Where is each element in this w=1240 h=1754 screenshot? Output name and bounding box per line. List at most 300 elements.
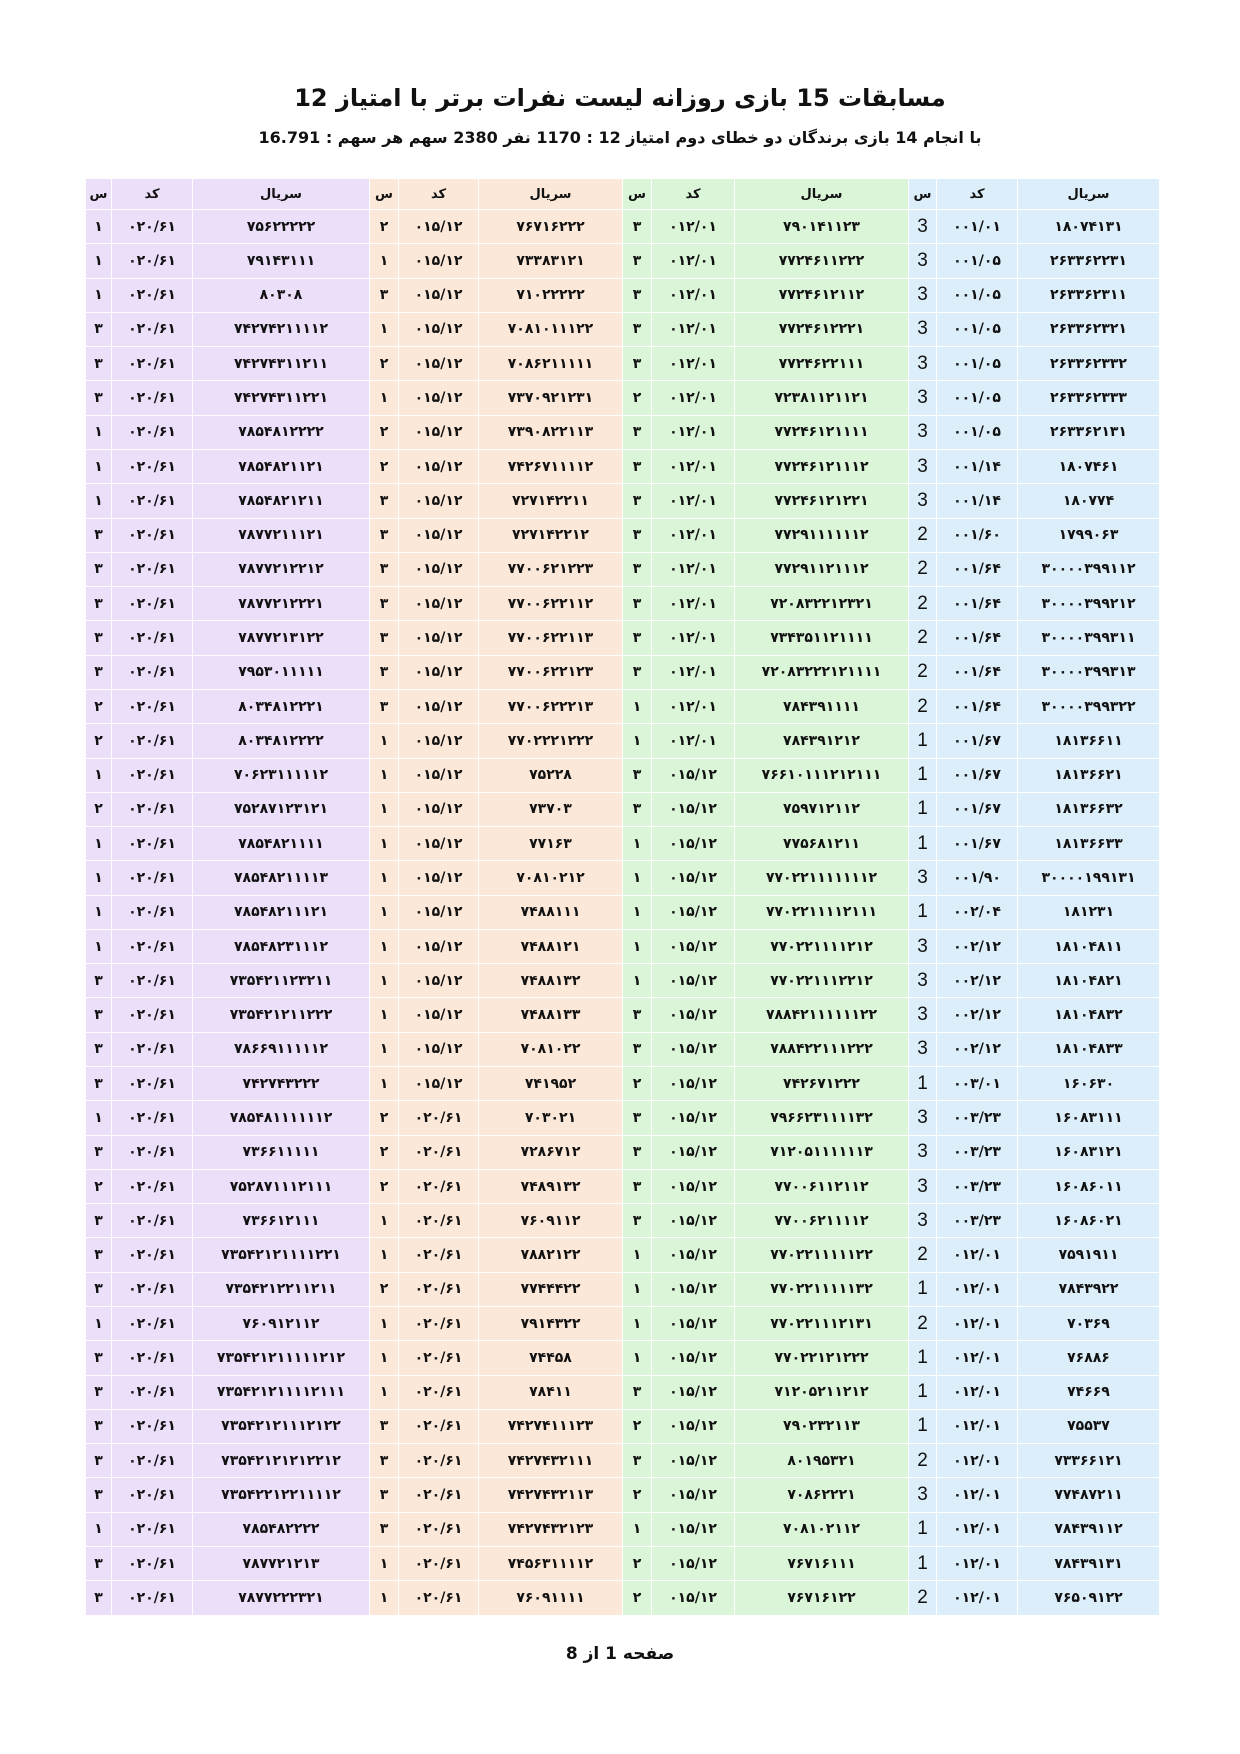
cell-code: ۰۱۵/۱۲ xyxy=(652,1169,735,1203)
cell-serial: ۷۷۰۲۲۱۲۱۲۲۲ xyxy=(735,1341,909,1375)
table-row xyxy=(86,552,1160,586)
cell-s: ۱ xyxy=(86,244,112,278)
cell-s: ۱ xyxy=(623,689,652,723)
cell-s: ۳ xyxy=(86,1341,112,1375)
cell-s: ۱ xyxy=(86,278,112,312)
cell-code: ۰۰۳/۲۳ xyxy=(937,1169,1018,1203)
cell-code: ۰۰۱/۰۵ xyxy=(937,244,1018,278)
cell-serial: ۷۷۵۶۸۱۲۱۱ xyxy=(735,827,909,861)
cell-serial: ۷۳۶۶۱۲۱۱۱ xyxy=(193,1204,370,1238)
cell-s: 3 xyxy=(909,861,937,895)
cell-s: ۳ xyxy=(86,1272,112,1306)
cell-code: ۰۲۰/۶۱ xyxy=(112,1444,193,1478)
table-header-row xyxy=(86,179,1160,210)
cell-s: ۲ xyxy=(86,1169,112,1203)
cell-s: ۳ xyxy=(86,381,112,415)
cell-serial: ۷۲۷۱۴۲۲۱۲ xyxy=(479,518,623,552)
cell-serial: ۷۶۷۱۶۱۱۱ xyxy=(735,1546,909,1580)
cell-s: ۱ xyxy=(86,758,112,792)
cell-serial: ۷۳۵۴۲۱۲۱۱۱۱۱۲۱۲ xyxy=(193,1341,370,1375)
cell-serial: ۷۴۲۷۴۳۱۱۲۲۱ xyxy=(193,381,370,415)
cell-serial: ۷۶۷۱۶۲۲۲ xyxy=(479,210,623,244)
cell-serial: ۷۶۰۹۱۱۲ xyxy=(479,1204,623,1238)
cell-s: ۳ xyxy=(623,1135,652,1169)
cell-code: ۰۱۵/۱۲ xyxy=(652,1032,735,1066)
cell-serial: ۷۳۳۸۳۱۲۱ xyxy=(479,244,623,278)
cell-s: 1 xyxy=(909,792,937,826)
cell-code: ۰۲۰/۶۱ xyxy=(112,964,193,998)
cell-serial: ۷۸۵۴۸۱۲۲۲۲ xyxy=(193,415,370,449)
cell-code: ۰۱۲/۰۱ xyxy=(937,1546,1018,1580)
cell-s: ۱ xyxy=(623,964,652,998)
cell-serial: ۳۰۰۰۰۳۹۹۳۱۳ xyxy=(1018,655,1160,689)
cell-s: ۱ xyxy=(370,929,399,963)
cell-s: ۲ xyxy=(370,415,399,449)
cell-code: ۰۱۵/۱۲ xyxy=(652,929,735,963)
table-row xyxy=(86,1204,1160,1238)
table-row xyxy=(86,1135,1160,1169)
cell-code: ۰۲۰/۶۱ xyxy=(399,1581,479,1616)
cell-s: ۳ xyxy=(370,689,399,723)
cell-serial: ۱۶۰۸۳۱۱۱ xyxy=(1018,1101,1160,1135)
cell-serial: ۷۷۲۴۶۱۲۱۲۲۱ xyxy=(735,484,909,518)
cell-code: ۰۲۰/۶۱ xyxy=(112,278,193,312)
cell-serial: ۷۷۴۸۷۲۱۱ xyxy=(1018,1478,1160,1512)
cell-s: 3 xyxy=(909,210,937,244)
cell-s: 2 xyxy=(909,552,937,586)
cell-s: ۳ xyxy=(623,1375,652,1409)
cell-s: ۱ xyxy=(370,1238,399,1272)
cell-s: 3 xyxy=(909,278,937,312)
table-row xyxy=(86,484,1160,518)
cell-code: ۰۱۵/۱۲ xyxy=(399,724,479,758)
header-serial: سریال xyxy=(735,179,909,210)
cell-code: ۰۰۱/۱۴ xyxy=(937,449,1018,483)
cell-serial: ۷۴۵۶۳۱۱۱۱۲ xyxy=(479,1546,623,1580)
cell-s: ۱ xyxy=(370,964,399,998)
cell-serial: ۷۸۷۷۲۲۲۳۲۱ xyxy=(193,1581,370,1616)
table-row xyxy=(86,518,1160,552)
cell-s: 2 xyxy=(909,587,937,621)
cell-s: ۲ xyxy=(370,347,399,381)
cell-s: ۱ xyxy=(623,1238,652,1272)
cell-s: ۱ xyxy=(623,929,652,963)
cell-serial: ۳۰۰۰۰۳۹۹۳۲۲ xyxy=(1018,689,1160,723)
cell-s: 1 xyxy=(909,1375,937,1409)
cell-serial: ۱۶۰۸۶۰۲۱ xyxy=(1018,1204,1160,1238)
cell-serial: ۷۰۳۰۲۱ xyxy=(479,1101,623,1135)
cell-serial: ۷۸۷۷۲۱۲۲۱۲ xyxy=(193,552,370,586)
cell-code: ۰۲۰/۶۱ xyxy=(112,929,193,963)
cell-s: ۳ xyxy=(86,1135,112,1169)
table-row xyxy=(86,381,1160,415)
cell-serial: ۷۷۰۲۲۱۱۱۱۲۱۱۱ xyxy=(735,895,909,929)
cell-code: ۰۰۱/۹۰ xyxy=(937,861,1018,895)
cell-serial: ۷۴۸۸۱۳۳ xyxy=(479,998,623,1032)
cell-serial: ۷۷۰۰۶۲۲۱۲۳ xyxy=(479,655,623,689)
cell-code: ۰۲۰/۶۱ xyxy=(399,1101,479,1135)
table-row xyxy=(86,1032,1160,1066)
cell-code: ۰۲۰/۶۱ xyxy=(112,1512,193,1546)
cell-code: ۰۱۲/۰۱ xyxy=(652,689,735,723)
cell-serial: ۱۶۰۶۳۰ xyxy=(1018,1067,1160,1101)
cell-code: ۰۰۳/۲۳ xyxy=(937,1204,1018,1238)
cell-s: ۱ xyxy=(623,827,652,861)
cell-s: ۲ xyxy=(623,1478,652,1512)
cell-s: ۱ xyxy=(370,1341,399,1375)
cell-s: ۲ xyxy=(370,449,399,483)
cell-serial: ۷۴۸۸۱۲۱ xyxy=(479,929,623,963)
table-row xyxy=(86,1272,1160,1306)
cell-s: 3 xyxy=(909,484,937,518)
cell-serial: ۷۱۰۲۲۲۲۲ xyxy=(479,278,623,312)
cell-serial: ۷۶۸۸۶ xyxy=(1018,1341,1160,1375)
cell-code: ۰۲۰/۶۱ xyxy=(112,1546,193,1580)
table-row xyxy=(86,244,1160,278)
cell-s: 2 xyxy=(909,1444,937,1478)
cell-code: ۰۲۰/۶۱ xyxy=(399,1409,479,1443)
cell-s: 2 xyxy=(909,621,937,655)
cell-code: ۰۰۱/۶۰ xyxy=(937,518,1018,552)
cell-serial: ۷۴۶۶۹ xyxy=(1018,1375,1160,1409)
cell-serial: ۷۶۰۹۱۱۱۱ xyxy=(479,1581,623,1616)
cell-serial: ۷۳۵۴۲۱۲۱۱۱۱۲۲۱ xyxy=(193,1238,370,1272)
cell-serial: ۷۸۷۷۲۱۲۱۳ xyxy=(193,1546,370,1580)
cell-code: ۰۱۲/۰۱ xyxy=(652,347,735,381)
cell-s: ۱ xyxy=(370,381,399,415)
cell-code: ۰۱۵/۱۲ xyxy=(399,518,479,552)
table-row xyxy=(86,724,1160,758)
cell-s: ۲ xyxy=(86,689,112,723)
table-row xyxy=(86,1101,1160,1135)
cell-s: 1 xyxy=(909,1546,937,1580)
cell-serial: ۷۳۵۴۲۱۲۱۱۱۲۱۲۲ xyxy=(193,1409,370,1443)
cell-code: ۰۰۲/۱۲ xyxy=(937,929,1018,963)
page-number: صفحه 1 از 8 xyxy=(565,1644,675,1664)
cell-s: ۳ xyxy=(86,1238,112,1272)
header-code: کد xyxy=(937,179,1018,210)
cell-code: ۰۲۰/۶۱ xyxy=(112,449,193,483)
cell-serial: ۷۵۲۸۷۱۲۳۱۲۱ xyxy=(193,792,370,826)
cell-code: ۰۰۱/۶۷ xyxy=(937,792,1018,826)
table-row xyxy=(86,1067,1160,1101)
cell-code: ۰۱۵/۱۲ xyxy=(652,1135,735,1169)
cell-s: 1 xyxy=(909,1512,937,1546)
cell-code: ۰۲۰/۶۱ xyxy=(112,1307,193,1341)
cell-serial: ۷۷۰۲۲۱۱۱۱۱۳۲ xyxy=(735,1272,909,1306)
cell-s: 3 xyxy=(909,449,937,483)
cell-code: ۰۰۱/۶۴ xyxy=(937,689,1018,723)
cell-serial: ۸۰۳۴۸۱۲۲۲۲ xyxy=(193,724,370,758)
cell-s: ۳ xyxy=(86,1444,112,1478)
cell-serial: ۷۵۹۷۱۲۱۱۲ xyxy=(735,792,909,826)
cell-serial: ۷۶۰۹۱۲۱۱۲ xyxy=(193,1307,370,1341)
cell-s: 1 xyxy=(909,895,937,929)
cell-s: ۳ xyxy=(370,552,399,586)
cell-s: ۲ xyxy=(370,1101,399,1135)
table-row xyxy=(86,689,1160,723)
cell-s: ۳ xyxy=(370,484,399,518)
cell-serial: ۱۷۹۹۰۶۳ xyxy=(1018,518,1160,552)
cell-s: 2 xyxy=(909,1581,937,1616)
cell-code: ۰۲۰/۶۱ xyxy=(112,347,193,381)
cell-serial: ۷۸۵۴۸۲۲۲۲ xyxy=(193,1512,370,1546)
cell-code: ۰۱۲/۰۱ xyxy=(937,1478,1018,1512)
cell-s: ۳ xyxy=(86,1546,112,1580)
cell-code: ۰۲۰/۶۱ xyxy=(399,1375,479,1409)
cell-serial: ۷۶۵۰۹۱۲۲ xyxy=(1018,1581,1160,1616)
cell-serial: ۷۴۸۸۱۱۱ xyxy=(479,895,623,929)
cell-s: ۳ xyxy=(623,1204,652,1238)
cell-code: ۰۲۰/۶۱ xyxy=(112,1067,193,1101)
cell-s: ۲ xyxy=(86,792,112,826)
cell-code: ۰۱۵/۱۲ xyxy=(399,827,479,861)
cell-s: ۳ xyxy=(623,244,652,278)
cell-code: ۰۱۵/۱۲ xyxy=(399,347,479,381)
cell-code: ۰۱۵/۱۲ xyxy=(652,1478,735,1512)
cell-serial: ۷۸۸۴۲۱۱۱۱۱۱۲۲ xyxy=(735,998,909,1032)
cell-serial: ۱۸۱۰۴۸۳۳ xyxy=(1018,1032,1160,1066)
cell-s: ۱ xyxy=(86,827,112,861)
cell-serial: ۷۲۳۸۱۱۲۱۱۲۱ xyxy=(735,381,909,415)
cell-s: 3 xyxy=(909,1169,937,1203)
cell-serial: ۷۷۰۰۶۲۱۲۲۳ xyxy=(479,552,623,586)
cell-code: ۰۱۲/۰۱ xyxy=(652,449,735,483)
cell-serial: ۷۳۵۴۲۱۲۱۲۱۲۲۱۲ xyxy=(193,1444,370,1478)
cell-serial: ۷۹۶۶۲۳۱۱۱۱۳۲ xyxy=(735,1101,909,1135)
cell-serial: ۷۸۵۴۸۲۱۱۱۲۱ xyxy=(193,895,370,929)
cell-code: ۰۰۱/۶۷ xyxy=(937,758,1018,792)
cell-s: ۲ xyxy=(370,1169,399,1203)
cell-serial: ۲۶۳۳۶۲۳۳۳ xyxy=(1018,381,1160,415)
cell-s: ۳ xyxy=(623,449,652,483)
cell-code: ۰۱۲/۰۱ xyxy=(652,621,735,655)
cell-code: ۰۲۰/۶۱ xyxy=(112,998,193,1032)
cell-code: ۰۲۰/۶۱ xyxy=(112,210,193,244)
cell-serial: ۷۸۴۳۹۲۲ xyxy=(1018,1272,1160,1306)
cell-code: ۰۱۵/۱۲ xyxy=(399,210,479,244)
header-code: کد xyxy=(652,179,735,210)
cell-code: ۰۰۱/۱۴ xyxy=(937,484,1018,518)
cell-code: ۰۱۲/۰۱ xyxy=(937,1238,1018,1272)
cell-s: 3 xyxy=(909,998,937,1032)
cell-s: ۱ xyxy=(370,1375,399,1409)
cell-serial: ۱۸۱۰۴۸۳۲ xyxy=(1018,998,1160,1032)
cell-s: ۳ xyxy=(86,347,112,381)
cell-s: ۱ xyxy=(623,895,652,929)
cell-serial: ۷۷۰۲۲۱۱۱۱۱۲۲ xyxy=(735,1238,909,1272)
page-subtitle: با انجام 14 بازی برندگان دو خطای دوم امتیاز 12 : 1170 نفر 2380 سهم هر سهم : 16.791 xyxy=(258,128,982,147)
cell-s: ۱ xyxy=(86,484,112,518)
cell-s: ۳ xyxy=(370,1478,399,1512)
cell-serial: ۷۰۸۶۲۲۲۱ xyxy=(735,1478,909,1512)
header-serial: سریال xyxy=(1018,179,1160,210)
cell-code: ۰۱۲/۰۱ xyxy=(937,1512,1018,1546)
cell-code: ۰۱۵/۱۲ xyxy=(399,1067,479,1101)
table-row xyxy=(86,1238,1160,1272)
cell-serial: ۱۶۰۸۶۰۱۱ xyxy=(1018,1169,1160,1203)
cell-s: ۱ xyxy=(623,1272,652,1306)
cell-code: ۰۱۵/۱۲ xyxy=(652,1307,735,1341)
cell-serial: ۷۸۴۳۹۱۲۱۲ xyxy=(735,724,909,758)
cell-serial: ۷۴۲۷۴۱۱۱۲۳ xyxy=(479,1409,623,1443)
cell-code: ۰۰۳/۲۳ xyxy=(937,1135,1018,1169)
cell-s: 1 xyxy=(909,758,937,792)
table-row xyxy=(86,347,1160,381)
cell-code: ۰۱۵/۱۲ xyxy=(399,484,479,518)
cell-s: ۱ xyxy=(370,895,399,929)
cell-serial: ۷۸۵۴۸۱۱۱۱۱۱۲ xyxy=(193,1101,370,1135)
cell-s: 2 xyxy=(909,1307,937,1341)
cell-code: ۰۱۵/۱۲ xyxy=(652,1101,735,1135)
cell-serial: ۷۵۶۲۲۲۲۲ xyxy=(193,210,370,244)
cell-code: ۰۲۰/۶۱ xyxy=(112,1409,193,1443)
cell-serial: ۷۹۵۳۰۱۱۱۱۱ xyxy=(193,655,370,689)
cell-s: ۳ xyxy=(623,552,652,586)
table-body xyxy=(86,210,1160,1616)
cell-code: ۰۲۰/۶۱ xyxy=(112,1341,193,1375)
cell-s: ۳ xyxy=(623,312,652,346)
cell-serial: ۷۳۴۳۵۱۱۲۱۱۱۱ xyxy=(735,621,909,655)
cell-s: 1 xyxy=(909,1341,937,1375)
cell-code: ۰۰۱/۰۵ xyxy=(937,415,1018,449)
cell-s: ۱ xyxy=(86,929,112,963)
cell-s: ۱ xyxy=(370,1307,399,1341)
cell-serial: ۱۸۰۷۷۴ xyxy=(1018,484,1160,518)
cell-serial: ۷۸۴۳۹۱۱۱۱ xyxy=(735,689,909,723)
cell-code: ۰۲۰/۶۱ xyxy=(112,1101,193,1135)
cell-code: ۰۱۵/۱۲ xyxy=(399,895,479,929)
cell-serial: ۷۴۸۸۱۳۲ xyxy=(479,964,623,998)
cell-serial: ۷۲۰۸۳۲۲۱۲۳۲۱ xyxy=(735,587,909,621)
cell-s: ۱ xyxy=(86,415,112,449)
cell-serial: ۷۷۰۲۲۱۱۱۱۲۱۲ xyxy=(735,929,909,963)
cell-code: ۰۱۲/۰۱ xyxy=(937,1444,1018,1478)
cell-code: ۰۱۵/۱۲ xyxy=(652,1581,735,1616)
cell-serial: ۷۹۱۴۳۲۲ xyxy=(479,1307,623,1341)
cell-code: ۰۰۱/۶۷ xyxy=(937,827,1018,861)
cell-code: ۰۱۵/۱۲ xyxy=(652,1272,735,1306)
cell-code: ۰۲۰/۶۱ xyxy=(399,1272,479,1306)
cell-s: ۱ xyxy=(370,1546,399,1580)
cell-serial: ۷۴۲۷۴۳۲۱۱۱ xyxy=(479,1444,623,1478)
cell-code: ۰۱۵/۱۲ xyxy=(399,689,479,723)
cell-serial: ۲۶۳۳۶۲۳۲۱ xyxy=(1018,312,1160,346)
header-s: س xyxy=(909,179,937,210)
cell-code: ۰۲۰/۶۱ xyxy=(112,1169,193,1203)
cell-code: ۰۲۰/۶۱ xyxy=(399,1512,479,1546)
cell-serial: ۷۳۵۴۲۱۱۲۳۲۱۱ xyxy=(193,964,370,998)
cell-serial: ۷۶۶۱۰۱۱۱۲۱۲۱۱۱ xyxy=(735,758,909,792)
cell-s: ۲ xyxy=(623,1581,652,1616)
table-row xyxy=(86,964,1160,998)
cell-s: ۳ xyxy=(623,278,652,312)
cell-serial: ۷۱۲۰۵۱۱۱۱۱۱۳ xyxy=(735,1135,909,1169)
cell-serial: ۷۱۲۰۵۲۱۱۲۱۲ xyxy=(735,1375,909,1409)
table-row xyxy=(86,278,1160,312)
cell-code: ۰۱۵/۱۲ xyxy=(399,929,479,963)
cell-s: ۱ xyxy=(370,244,399,278)
cell-code: ۰۲۰/۶۱ xyxy=(399,1478,479,1512)
cell-s: 3 xyxy=(909,1101,937,1135)
cell-s: 3 xyxy=(909,312,937,346)
cell-s: ۳ xyxy=(370,587,399,621)
cell-serial: ۷۰۸۱۰۲۲ xyxy=(479,1032,623,1066)
cell-s: 1 xyxy=(909,1409,937,1443)
cell-code: ۰۱۲/۰۱ xyxy=(937,1409,1018,1443)
cell-s: ۱ xyxy=(86,895,112,929)
cell-serial: ۷۳۷۰۳ xyxy=(479,792,623,826)
cell-s: ۲ xyxy=(370,1272,399,1306)
table-row xyxy=(86,415,1160,449)
cell-s: ۳ xyxy=(370,655,399,689)
cell-s: ۳ xyxy=(86,1067,112,1101)
cell-s: ۳ xyxy=(86,587,112,621)
table-row xyxy=(86,792,1160,826)
cell-code: ۰۲۰/۶۱ xyxy=(112,587,193,621)
cell-serial: ۷۷۰۰۶۲۲۲۱۳ xyxy=(479,689,623,723)
cell-s: ۳ xyxy=(86,1581,112,1616)
cell-code: ۰۲۰/۶۱ xyxy=(112,1375,193,1409)
cell-s: ۲ xyxy=(370,210,399,244)
cell-s: ۱ xyxy=(623,724,652,758)
cell-serial: ۷۳۵۴۲۱۲۲۱۱۲۱۱ xyxy=(193,1272,370,1306)
cell-s: ۱ xyxy=(370,724,399,758)
cell-serial: ۷۳۵۴۲۲۱۲۲۱۱۱۱۲ xyxy=(193,1478,370,1512)
table-row xyxy=(86,210,1160,244)
cell-code: ۰۲۰/۶۱ xyxy=(112,518,193,552)
cell-code: ۰۰۱/۶۴ xyxy=(937,621,1018,655)
cell-serial: ۷۷۰۰۶۱۱۲۱۱۲ xyxy=(735,1169,909,1203)
cell-code: ۰۱۲/۰۱ xyxy=(937,1272,1018,1306)
cell-code: ۰۱۵/۱۲ xyxy=(652,1375,735,1409)
cell-code: ۰۱۲/۰۱ xyxy=(652,655,735,689)
cell-serial: ۷۸۴۳۹۱۱۲ xyxy=(1018,1512,1160,1546)
cell-s: ۱ xyxy=(86,210,112,244)
cell-code: ۰۲۰/۶۱ xyxy=(112,861,193,895)
cell-code: ۰۲۰/۶۱ xyxy=(112,1204,193,1238)
cell-serial: ۷۷۰۰۶۲۲۱۱۳ xyxy=(479,621,623,655)
cell-code: ۰۱۵/۱۲ xyxy=(399,998,479,1032)
cell-s: ۱ xyxy=(623,1512,652,1546)
cell-code: ۰۱۵/۱۲ xyxy=(652,1512,735,1546)
cell-code: ۰۱۲/۰۱ xyxy=(652,381,735,415)
cell-code: ۰۱۲/۰۱ xyxy=(937,1581,1018,1616)
cell-code: ۰۰۱/۰۵ xyxy=(937,347,1018,381)
cell-code: ۰۲۰/۶۱ xyxy=(112,1581,193,1616)
cell-serial: ۷۷۲۴۶۱۲۱۱۱۱ xyxy=(735,415,909,449)
cell-code: ۰۱۵/۱۲ xyxy=(399,415,479,449)
cell-code: ۰۰۱/۰۵ xyxy=(937,312,1018,346)
cell-serial: ۷۷۴۴۴۲۲ xyxy=(479,1272,623,1306)
cell-code: ۰۱۵/۱۲ xyxy=(652,998,735,1032)
cell-serial: ۲۶۳۳۶۲۳۳۲ xyxy=(1018,347,1160,381)
cell-code: ۰۱۲/۰۱ xyxy=(652,244,735,278)
cell-serial: ۷۴۲۶۷۱۲۲۲ xyxy=(735,1067,909,1101)
cell-serial: ۷۷۲۴۶۲۲۱۱۱ xyxy=(735,347,909,381)
cell-code: ۰۲۰/۶۱ xyxy=(112,689,193,723)
cell-serial: ۷۳۹۰۸۲۲۱۱۳ xyxy=(479,415,623,449)
cell-s: ۱ xyxy=(370,827,399,861)
cell-code: ۰۲۰/۶۱ xyxy=(112,724,193,758)
cell-serial: ۷۰۳۶۹ xyxy=(1018,1307,1160,1341)
cell-serial: ۷۷۲۹۱۱۲۱۱۱۲ xyxy=(735,552,909,586)
cell-s: 3 xyxy=(909,381,937,415)
cell-code: ۰۱۲/۰۱ xyxy=(652,724,735,758)
cell-code: ۰۲۰/۶۱ xyxy=(112,312,193,346)
cell-code: ۰۱۲/۰۱ xyxy=(937,1341,1018,1375)
cell-s: ۳ xyxy=(623,415,652,449)
